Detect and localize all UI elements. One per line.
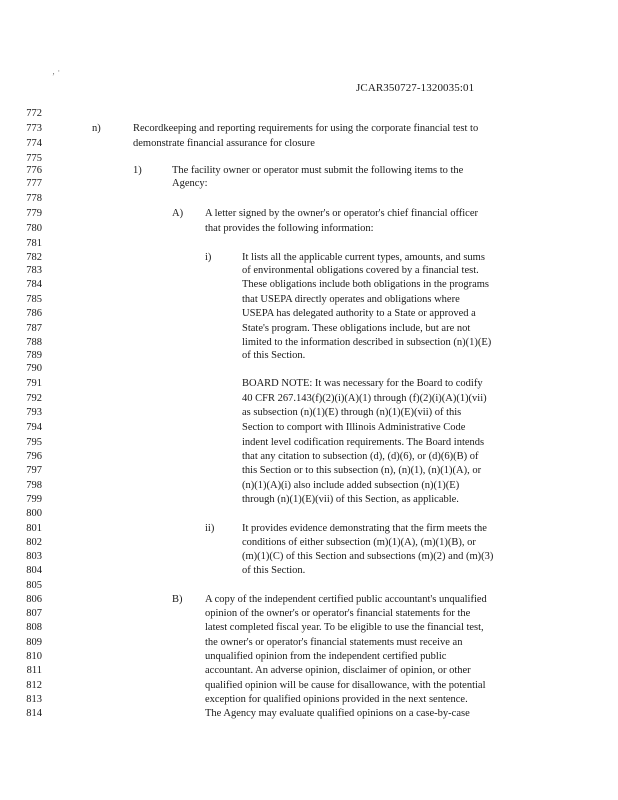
paragraph-a-text-line: A letter signed by the owner's or operator's chief financial officer [205,208,478,219]
line-number: 784 [26,279,42,290]
line-number: 772 [26,108,42,119]
paragraph-b-text-line: opinion of the owner's or operator's financial statements for the [205,608,471,619]
paragraph-a-text-line: that provides the following information: [205,223,374,234]
line-number: 794 [26,422,42,433]
subsection-n-text-line: demonstrate financial assurance for closure [133,138,315,149]
line-number: 790 [26,363,42,374]
line-number: 775 [26,153,42,164]
line-number: 779 [26,208,42,219]
document-header-id: JCAR350727-1320035:01 [356,82,475,94]
line-number: 780 [26,223,42,234]
line-number: 814 [26,708,42,719]
paragraph-b-text-line: accountant. An adverse opinion, disclaimer of opinion, or other [205,665,471,676]
item-i-text-line: It lists all the applicable current types, amounts, and sums [242,252,485,263]
subsection-n-text-line: Recordkeeping and reporting requirements for using the corporate financial test to [133,123,479,134]
item-i-text-line: that USEPA directly operates and obligations where [242,294,460,305]
line-number: 797 [26,465,42,476]
line-number: 785 [26,294,42,305]
line-number: 791 [26,378,42,389]
board-note-text-line: that any citation to subsection (d), (d)(6), or (d)(6)(B) of [242,451,479,462]
line-number: 801 [26,523,42,534]
line-number: 789 [26,350,42,361]
line-number: 806 [26,594,42,605]
board-note-text-line: 40 CFR 267.143(f)(2)(i)(A)(1) through (f)(2)(i)(A)(1)(vii) [242,393,487,404]
line-number: 796 [26,451,42,462]
line-number: 787 [26,323,42,334]
line-number: 777 [26,178,42,189]
item-ii-text-line: (m)(1)(C) of this Section and subsections (m)(2) and (m)(3) [242,551,494,562]
board-note-text-line: (n)(1)(A)(i) also include added subsection (n)(1)(E) [242,480,460,491]
line-number: 798 [26,480,42,491]
item-i-text-line: These obligations include both obligations in the programs [242,279,490,290]
line-number: 800 [26,508,42,519]
line-number: 809 [26,637,42,648]
line-number: 781 [26,238,42,249]
line-number: 783 [26,265,42,276]
board-note-text-line: as subsection (n)(1)(E) through (n)(1)(E)(vii) of this [242,407,462,418]
paragraph-b-text-line: A copy of the independent certified public accountant's unqualified [205,594,487,605]
line-number: 778 [26,193,42,204]
paragraph-label-a: A) [172,208,184,219]
line-number: 813 [26,694,42,705]
board-note-text-line: this Section or to this subsection (n), (n)(1), (n)(1)(A), or [242,465,482,476]
line-number: 795 [26,437,42,448]
item-label-ii: ii) [205,523,215,534]
line-number: 803 [26,551,42,562]
paragraph-b-text-line: latest completed fiscal year. To be eligible to use the financial test, [205,622,484,633]
line-number: 807 [26,608,42,619]
scan-marks: ‚ · [52,66,61,76]
board-note-text-line: indent level codification requirements. The Board intends [242,437,485,448]
line-number: 802 [26,537,42,548]
line-number: 804 [26,565,42,576]
item-ii-text-line: of this Section. [242,565,306,576]
item-label-i: i) [205,252,212,263]
item-i-text-line: limited to the information described in subsection (n)(1)(E) [242,337,492,348]
line-number: 774 [26,138,42,149]
board-note-text-line: through (n)(1)(E)(vii) of this Section, as applicable. [242,494,459,505]
line-number: 793 [26,407,42,418]
item-i-text-line: of environmental obligations covered by a financial test. [242,265,479,276]
line-number: 799 [26,494,42,505]
line-number: 792 [26,393,42,404]
item-i-text-line: State's program. These obligations include, but are not [242,323,471,334]
line-number: 788 [26,337,42,348]
paragraph-label-b: B) [172,594,183,605]
paragraph-b-text-line: unqualified opinion from the independent certified public [205,651,447,662]
subsection-label-n: n) [92,123,101,134]
board-note-text-line: Section to comport with Illinois Administrative Code [242,422,466,433]
item-i-text-line: of this Section. [242,350,306,361]
paragraph-1-text-line: Agency: [172,178,208,189]
line-number: 808 [26,622,42,633]
item-i-text-line: USEPA has delegated authority to a State or approved a [242,308,476,319]
paragraph-b-text-line: the owner's or operator's financial statements must receive an [205,637,463,648]
line-number: 812 [26,680,42,691]
line-number: 776 [26,165,42,176]
line-number: 786 [26,308,42,319]
line-number: 811 [26,665,42,676]
line-number: 805 [26,580,42,591]
line-number: 810 [26,651,42,662]
board-note-text-line: BOARD NOTE: It was necessary for the Board to codify [242,378,483,389]
line-number: 773 [26,123,42,134]
paragraph-1-text-line: The facility owner or operator must submit the following items to the [172,165,464,176]
item-ii-text-line: conditions of either subsection (m)(1)(A), (m)(1)(B), or [242,537,476,548]
paragraph-b-text-line: qualified opinion will be cause for disallowance, with the potential [205,680,486,691]
item-ii-text-line: It provides evidence demonstrating that the firm meets the [242,523,487,534]
paragraph-label-1: 1) [133,165,142,176]
paragraph-b-text-line: The Agency may evaluate qualified opinions on a case-by-case [205,708,470,719]
paragraph-b-text-line: exception for qualified opinions provided in the next sentence. [205,694,468,705]
line-number: 782 [26,252,42,263]
